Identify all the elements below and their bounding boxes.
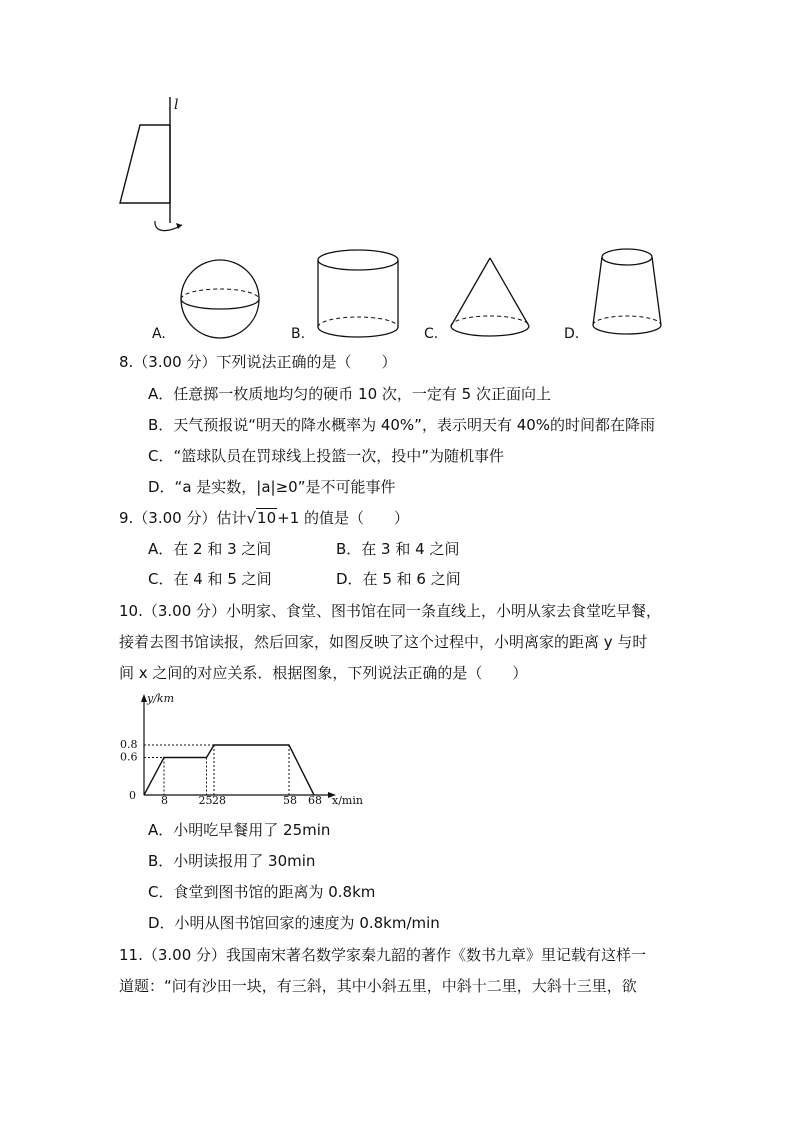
q9-option-a: A．在 2 和 3 之间 xyxy=(148,540,272,558)
frustum-figure xyxy=(589,245,665,343)
y-axis-label: y/km xyxy=(147,692,175,705)
option-d-label: D. xyxy=(564,326,580,342)
q9-option-b: B．在 3 和 4 之间 xyxy=(336,540,460,558)
x-tick-label: 68 xyxy=(308,794,322,807)
q8-option-a: A．任意掷一枚质地均匀的硬币 10 次，一定有 5 次正面向上 xyxy=(148,385,551,403)
q11-stem-line-1: 11.（3.00 分）我国南宋著名数学家秦九韶的著作《数书九章》里记载有这样一 xyxy=(119,946,647,964)
x-tick-label: 25 xyxy=(198,794,213,807)
y-tick-label: 0.6 xyxy=(120,750,138,764)
sphere-figure xyxy=(175,257,265,341)
q9-stem xyxy=(119,508,409,528)
q10-stem-line-1: 10.（3.00 分）小明家、食堂、图书馆在同一条直线上，小明从家去食堂吃早餐， xyxy=(119,602,662,620)
y-tick-label: 0.8 xyxy=(120,738,138,751)
origin-label: 0 xyxy=(129,789,136,802)
option-a-label: A. xyxy=(152,326,166,342)
option-b-label: B. xyxy=(291,326,306,342)
q11-stem-line-2: 道题：“问有沙田一块，有三斜，其中小斜五里，中斜十二里，大斜十三里，欲 xyxy=(119,977,637,995)
x-tick-label: 28 xyxy=(212,794,226,807)
trapezoid-shape xyxy=(120,125,170,203)
q10-option-a: A．小明吃早餐用了 25min xyxy=(148,821,331,839)
q10-option-d: D．小明从图书馆回家的速度为 0.8km/min xyxy=(148,914,440,932)
q10-stem-line-2: 接着去图书馆读报，然后回家，如图反映了这个过程中，小明离家的距离 y 与时 xyxy=(119,633,648,651)
q10-option-c: C．食堂到图书馆的距离为 0.8km xyxy=(148,883,376,901)
q9-option-d: D．在 5 和 6 之间 xyxy=(336,570,461,588)
q9-stem-suffix: +1 的值是（ ） xyxy=(277,509,410,527)
option-c-label: C. xyxy=(424,326,439,342)
x-tick-label: 58 xyxy=(283,794,297,807)
cone-figure xyxy=(447,255,533,343)
q9-stem-prefix: 9.（3.00 分）估计 xyxy=(119,509,247,527)
q8-option-d: D．“a 是实数，|a|≥0”是不可能事件 xyxy=(148,478,396,496)
q10-option-b: B．小明读报用了 30min xyxy=(148,852,316,870)
q9-option-c: C．在 4 和 5 之间 xyxy=(148,570,272,588)
rotation-figure xyxy=(110,95,200,240)
q8-stem: 8.（3.00 分）下列说法正确的是（ ） xyxy=(119,353,397,371)
q9-radicand: 10 xyxy=(257,509,277,527)
x-axis-label: x/min xyxy=(332,794,363,807)
q8-option-b: B．天气预报说“明天的降水概率为 40%”，表示明天有 40%的时间都在降雨 xyxy=(148,416,656,434)
square-root-icon: √10 xyxy=(246,509,277,527)
axis-label: l xyxy=(174,97,179,113)
cylinder-figure xyxy=(315,247,401,343)
x-tick-label: 8 xyxy=(161,794,168,807)
q10-stem-line-3: 间 x 之间的对应关系．根据图象，下列说法正确的是（ ） xyxy=(119,664,528,682)
distance-time-chart xyxy=(120,688,370,810)
q8-option-c: C．“篮球队员在罚球线上投篮一次，投中”为随机事件 xyxy=(148,447,505,465)
